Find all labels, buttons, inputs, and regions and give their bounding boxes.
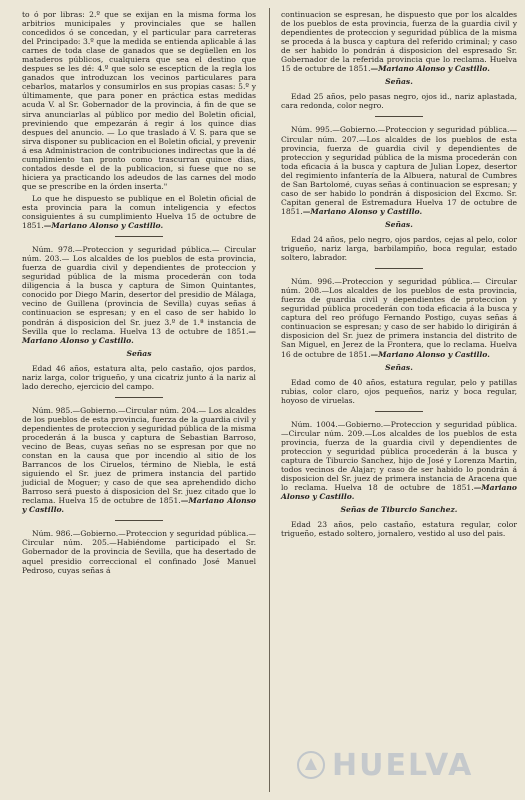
provincial-emblem-icon — [296, 750, 326, 780]
right-senas-heading-4: Señas de Tiburcio Sanchez. — [340, 505, 458, 515]
section-divider — [115, 520, 163, 521]
right-senas-text-3: Edad como de 40 años, estatura regular, pelo y patillas rubias, color claro, ojos pequeños, nariz y boca regular, hoyoso de viruelas. — [281, 377, 517, 405]
right-paragraph-1 — [281, 10, 517, 73]
left-paragraph-2 — [22, 194, 256, 230]
right-paragraph-4 — [281, 420, 517, 501]
right-senas-text-2: Edad 24 años, pelo negro, ojos pardos, cejas al pelo, color trigueño, nariz larga, barbilampiño, boca regular, estado soltero, labrador. — [281, 234, 517, 263]
left-paragraph-4 — [22, 406, 256, 515]
left-paragraph-3 — [22, 245, 256, 345]
section-divider — [115, 236, 163, 237]
right-paragraph-2-text: Núm. 995.—Gobierno.—Proteccion y seguridad pública.—Circular núm. 207.—Los alcaldes de los pueblos de esta provincia, fuerza de guardia civil y dependientes de proteccion y seguridad pública de la misma procederán con toda eficacia á la busca y captura de Julian Lopez, desertor del regimiento infantería de la Albuera, natural de Cumbres de San Bartolomé, cuyas señas á continuacion se espresan; y caso de ser habido lo pondrán á disposicion del Excmo. Sr. Capitan general de Estremadura Huelva 17 de octubre de 1851. — [281, 125, 517, 216]
left-paragraph-5: Núm. 986.—Gobierno.—Proteccion y seguridad pública.—Circular núm. 205.—Habiéndome participado el Sr. Gobernador de la provincia de Sevilla, que ha desertado de aquel presidio correccional el confinado José Manuel Pedroso, cuyas señas á — [22, 529, 256, 575]
left-senas-heading-1: Señas — [126, 348, 152, 358]
right-paragraph-1-text: continuacion se espresan, he dispuesto que por los alcaldes de los pueblos de esta provincia, fuerza de la guardia civil y dependientes de proteccion y seguridad pública de la misma se proceda á la busca y captura del referido criminal; y caso de ser habido lo pondrán á disposicion del espresado Sr. Gobernador de la referida provincia que lo reclama. Huelva 15 de octubre de 1851. — [281, 10, 517, 74]
left-paragraph-2-text: Lo que he dispuesto se publique en el Boletin oficial de esta provincia para la comun inteligencia y efectos consiguientes á su cumplimiento Huelva 15 de octubre de 1851. — [22, 193, 256, 231]
right-paragraph-1-signature: —Mariano Alonso y Castillo. — [370, 64, 490, 74]
section-divider — [375, 116, 423, 117]
right-senas-heading-3: Señas. — [385, 362, 413, 372]
right-paragraph-3-signature: —Mariano Alonso y Castillo. — [370, 349, 490, 359]
archive-watermark: HUELVA — [332, 748, 474, 783]
right-column — [281, 10, 517, 541]
right-senas-heading-2: Señas. — [385, 219, 413, 229]
left-column — [22, 10, 256, 578]
right-paragraph-3 — [281, 277, 517, 358]
column-rule — [269, 8, 270, 792]
left-paragraph-1: to ó por libras: 2.º que se exijan en la misma forma los arbitrios municipales y provinciales que se hallen concedidos ó se concedan, y el particular para carreteras del Principado: 3.º que la medida se entienda aplicable á las carnes de toda clase de ganados que se degüellen en los mataderos públicos, cualquiera que sea el destino que despues se les dé: 4.º que solo se escepticn de la regla los ganados que introduzcan los vecinos particulares para cebarlos, matarlos y consumirlos en sus propias casas: 5.º y últimamente, que para poner en práctica estas medidas acuda V. al Sr. Gobernador de la provincia, á fin de que se sirva anunciarlas al público por medio del Boletin oficial, previniendo que empezarán á regir á los quince dias despues del anuncio. — Lo que traslado á V. S. para que se sirva disponer su publicacion en el Boletin oficial, y prevenir á esa Administracion de contribuciones indirectas que la dé cumplimiento tan pronto como trascurran quince dias, contados desde el de la publicacion, si fuese que no se hiciera ya practicando los adeudos de las carnes del modo que se prescribe en la órden inserta." — [22, 10, 256, 191]
section-divider — [115, 397, 163, 398]
right-senas-text-4: Edad 23 años, pelo castaño, estatura regular, color trigueño, estado soltero, jornalero, vestido al uso del pais. — [281, 520, 517, 539]
left-paragraph-4-signature: —Mariano Alonso y Castillo. — [22, 496, 256, 515]
left-paragraph-4-text: Núm. 985.—Gobierno.—Circular núm. 204.— Los alcaldes de los pueblos de esta provincia, fuerza de la guardia civil y dependientes de proteccion y seguridad pública de la misma procederán á la busca y captura de Sebastian Barroso, vecino de Beas, cuyas señas no se espresan por que no constan en la causa que por incendio al sitio de los Barrancos de los Ciruelos, término de Niebla, le está siguiendo el Sr. juez de primera instancia del partido judicial de Moguer; y caso de que sea aprehendido dicho Barroso será puesto á disposicion del Sr. juez citado que lo reclama. Huelva 15 de octubre de 1851. — [22, 405, 256, 506]
section-divider — [375, 411, 423, 412]
right-paragraph-4-signature: —Mariano Alonso y Castillo. — [281, 483, 517, 502]
right-senas-heading-1: Señas. — [385, 77, 413, 87]
right-paragraph-2-signature: —Mariano Alonso y Castillo. — [302, 206, 423, 216]
left-senas-text-1: Edad 46 años, estatura alta, pelo castaño, ojos pardos, nariz larga, color trigueño, y una cicatriz junto á la nariz al lado derecho, ejercicio del campo. — [22, 363, 256, 391]
right-senas-text-1: Edad 25 años, pelo pasas negro, ojos id., nariz aplastada, cara redonda, color negro. — [281, 92, 517, 111]
left-paragraph-2-signature: —Mariano Alonso y Castillo. — [43, 221, 164, 231]
right-paragraph-3-text: Núm. 996.—Proteccion y seguridad pública.— Circular núm. 208.—Los alcaldes de los pueblos de esta provincia, fuerza de guardia civil y dependientes de proteccion y seguridad pública procederán con toda eficacia á la busca y captura del reo prófugo Fernando Postigo, cuyas señas á continuacion se espresan; y caso de ser habido lo dirigirán á disposicion del Sr. juez de primera instancia del distrito de San Miguel, en Jerez de la Frontera, que lo reclama. Huelva 16 de octubre de 1851. — [281, 277, 517, 359]
right-paragraph-2 — [281, 125, 517, 215]
right-paragraph-4-text: Núm. 1004.—Gobierno.—Proteccion y seguridad pública.—Circular núm. 209.—Los alcaldes de los pueblos de esta provincia, fuerza de la guardia civil y dependientes de proteccion y seguridad pública procederán á la busca y captura de Tiburcio Sanchez, hijo de José y Lorenza Martin, todos vecinos de Alajar; y caso de ser habido lo pondrán á disposicion del Sr. juez de primera instancia de Aracena que lo reclama. Huelva 18 de octubre de 1851. — [281, 419, 517, 493]
left-paragraph-3-text: Núm. 978.—Proteccion y seguridad pública.— Circular núm. 203.— Los alcaldes de los pueblos de esta provincia, fuerza de guardia civil y dependientes de proteccion y seguridad pública de la misma procederán con toda diligencia á la busca y captura de Simon Quintantes, conocido por Diego Marin, desertor del presidio de Málaga, vecino de Guillena (provincia de Sevilla) cuyas señas á continuacion se espresan; y en el caso de ser habido lo pondrán á disposicion del Sr. juez 3.º de 1.ª instancia de Sevilla que lo reclama. Huelva 13 de octubre de 1851. — [22, 245, 256, 336]
section-divider — [375, 268, 423, 269]
left-paragraph-3-signature: —Mariano Alonso y Castillo. — [22, 326, 256, 345]
